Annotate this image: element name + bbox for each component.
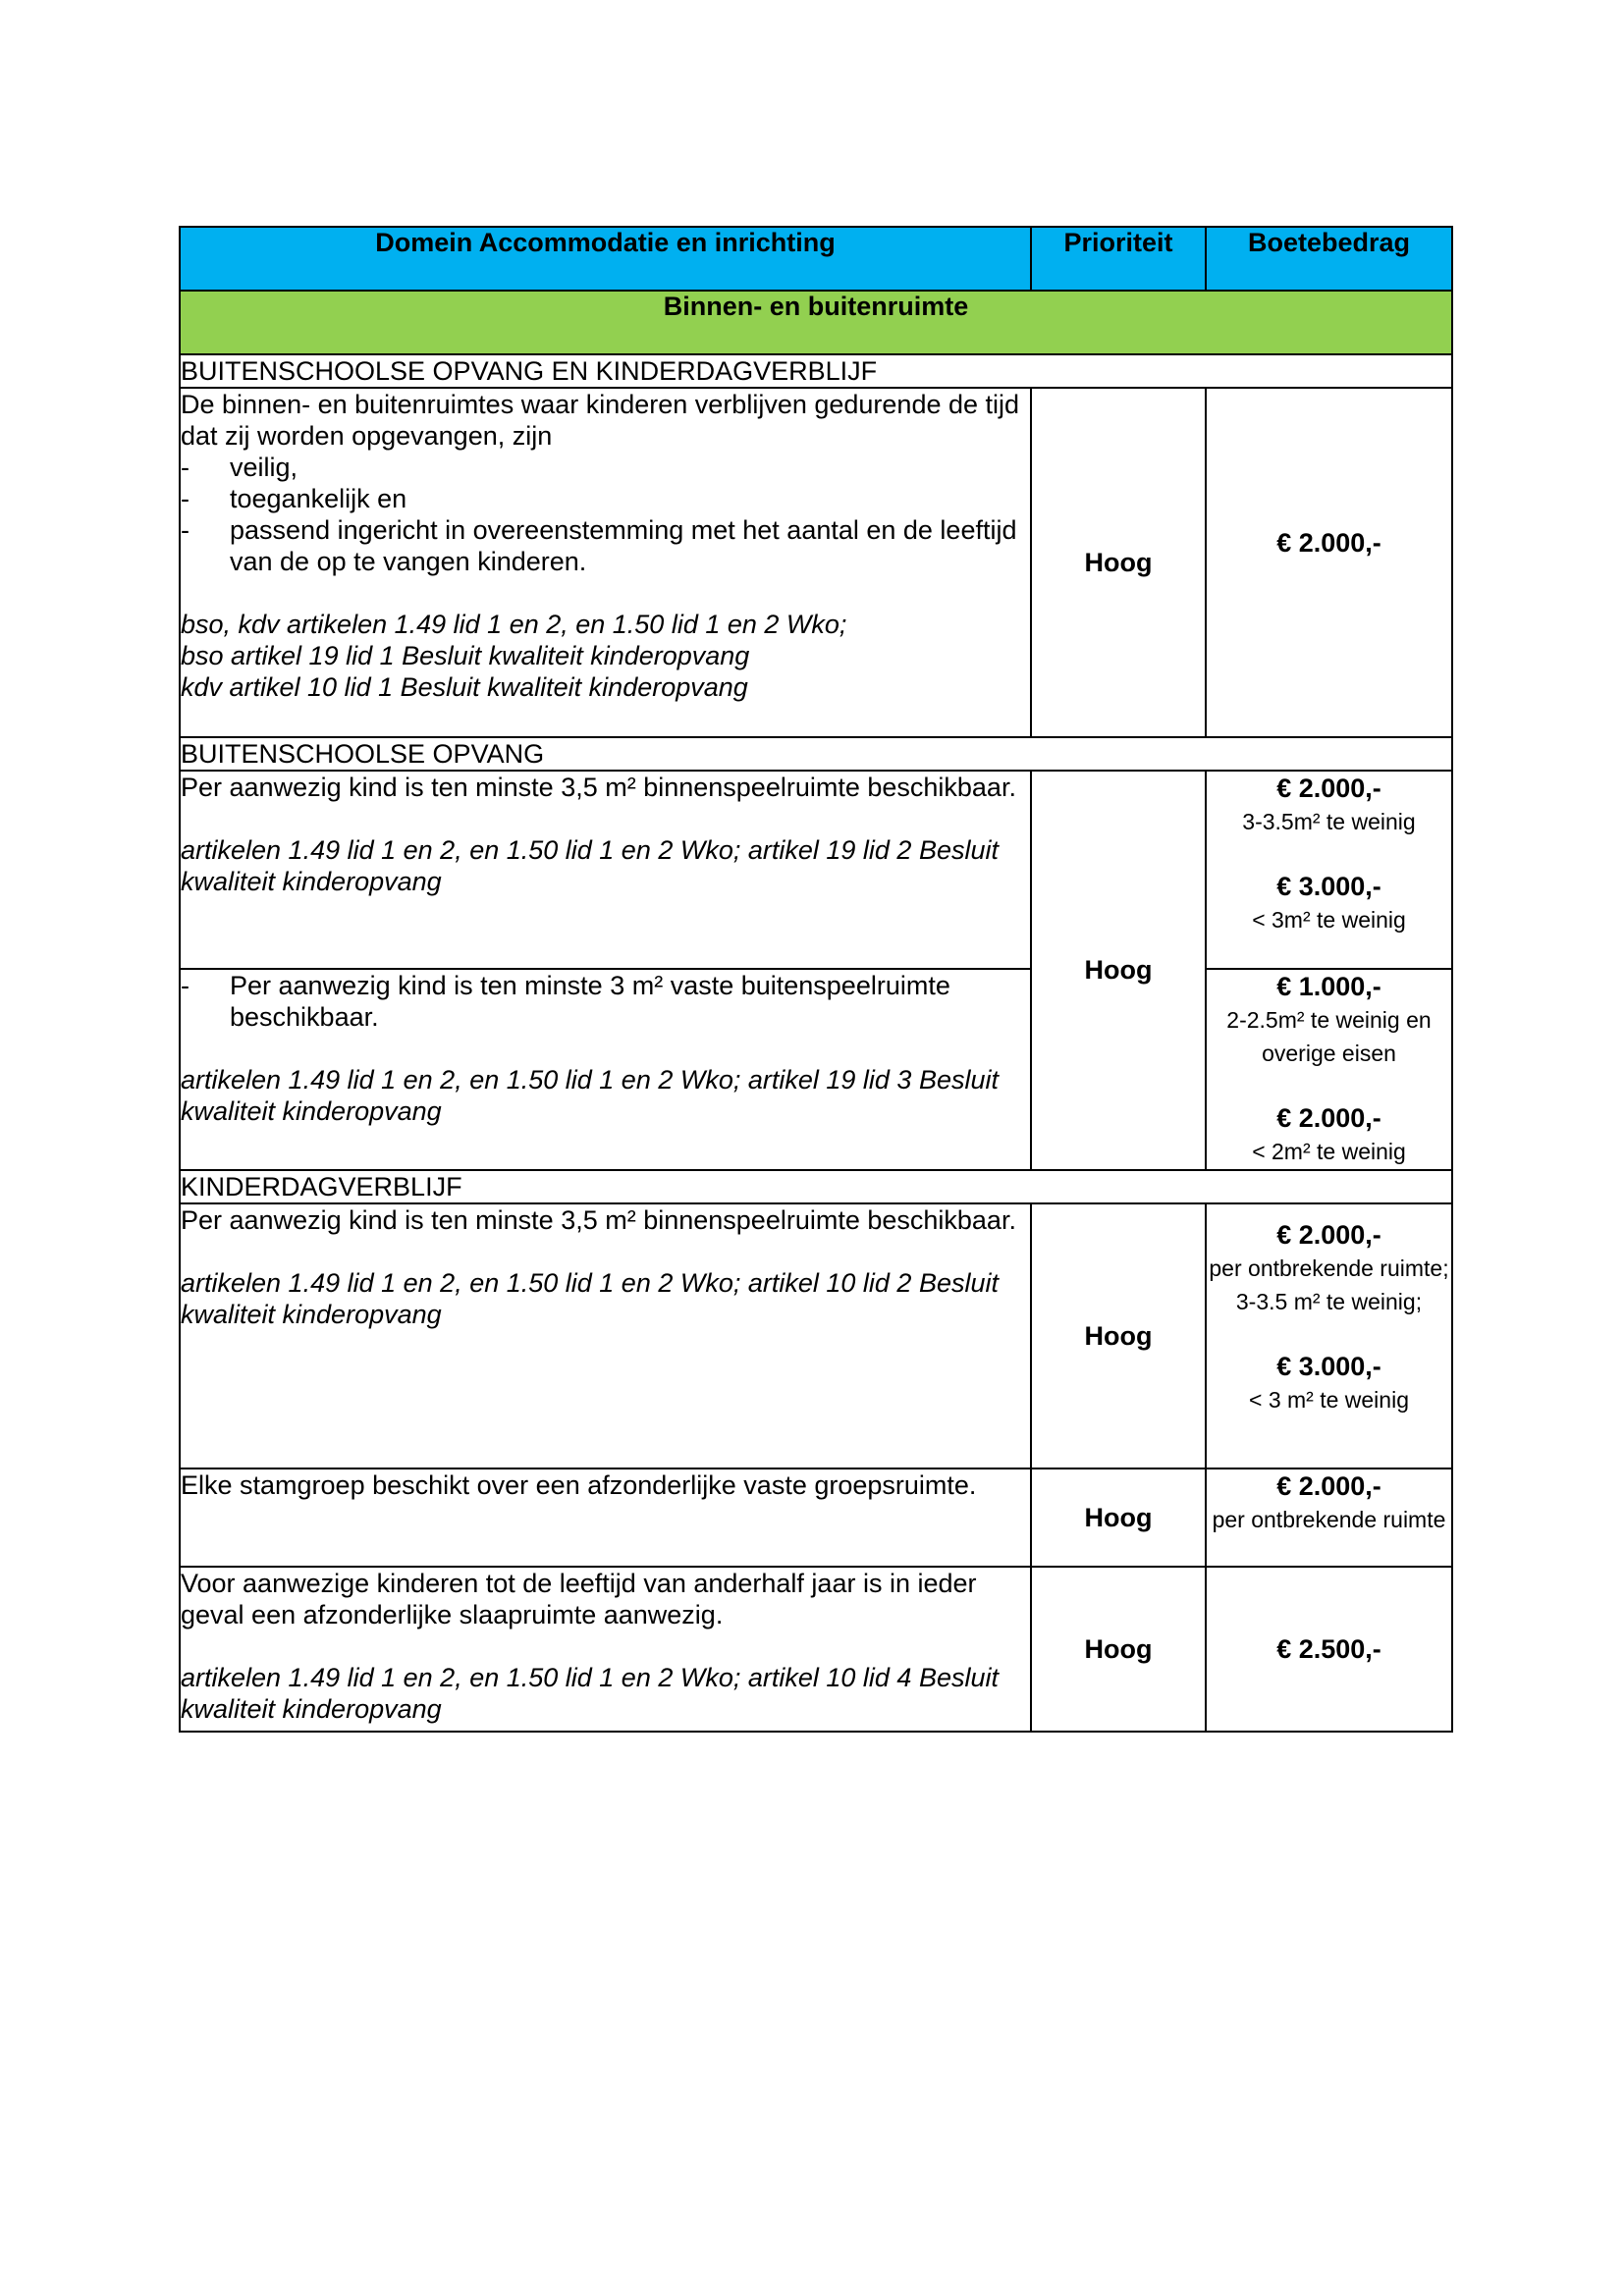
requirement-text: Per aanwezig kind is ten minste 3,5 m² binnenspeelruimte beschikbaar.	[181, 773, 1016, 802]
requirements-table	[179, 226, 1453, 1733]
requirement-cell	[180, 388, 1031, 737]
legal-reference: bso, kdv artikelen 1.49 lid 1 en 2, en 1.50 lid 1 en 2 Wko;	[181, 610, 847, 639]
legal-reference: kdv artikel 10 lid 1 Besluit kwaliteit kinderopvang	[181, 672, 748, 702]
requirement-cell	[180, 1567, 1031, 1732]
section-row	[180, 1170, 1452, 1203]
fine-amount: € 3.000,-	[1276, 1352, 1381, 1381]
subheader-row	[180, 291, 1452, 354]
requirement-cell	[180, 771, 1031, 969]
list-item: - veilig,	[181, 452, 1030, 483]
fine-amount: € 2.000,-	[1276, 774, 1381, 803]
table-row	[180, 388, 1452, 737]
section-row	[180, 737, 1452, 771]
fine-cell	[1206, 1203, 1452, 1468]
fine-amount: € 2.000,-	[1276, 1103, 1381, 1133]
section-title-kdv: KINDERDAGVERBLIJF	[180, 1170, 1452, 1203]
fine-note: < 2m² te weinig	[1252, 1139, 1406, 1164]
requirement-list	[181, 452, 1030, 577]
requirement-text: Elke stamgroep beschikt over een afzonderlijke vaste groepsruimte.	[181, 1470, 977, 1500]
fine-note: per ontbrekende ruimte; 3-3.5 m² te weinig;	[1209, 1255, 1449, 1314]
priority-cell: Hoog	[1031, 388, 1206, 737]
header-domain: Domein Accommodatie en inrichting	[180, 227, 1031, 291]
fine-note: 2-2.5m² te weinig en overige eisen	[1226, 1007, 1432, 1066]
fine-note: per ontbrekende ruimte	[1212, 1507, 1446, 1532]
table-row	[180, 771, 1452, 969]
fine-cell	[1206, 969, 1452, 1170]
section-title-bso-kdv: BUITENSCHOOLSE OPVANG EN KINDERDAGVERBLIJF	[180, 354, 1452, 388]
requirement-text: Per aanwezig kind is ten minste 3,5 m² binnenspeelruimte beschikbaar.	[181, 1205, 1016, 1235]
list-item: - toegankelijk en	[181, 483, 1030, 514]
legal-reference: artikelen 1.49 lid 1 en 2, en 1.50 lid 1 en 2 Wko; artikel 10 lid 4 Besluit kwaliteit kinderopvang	[181, 1663, 999, 1724]
requirement-cell	[180, 1468, 1031, 1567]
fine-cell	[1206, 1468, 1452, 1567]
fine-amount: € 2.000,-	[1276, 1471, 1381, 1501]
legal-reference: artikelen 1.49 lid 1 en 2, en 1.50 lid 1 en 2 Wko; artikel 19 lid 2 Besluit kwaliteit kinderopvang	[181, 835, 999, 896]
fine-note: < 3 m² te weinig	[1249, 1387, 1409, 1413]
subheader-title: Binnen- en buitenruimte	[180, 291, 1452, 354]
table-row	[180, 1468, 1452, 1567]
requirement-cell	[180, 1203, 1031, 1468]
requirement-cell	[180, 969, 1031, 1170]
requirement-text: De binnen- en buitenruimtes waar kinderen verblijven gedurende de tijd dat zij worden opgevangen, zijn	[181, 390, 1020, 451]
header-fine: Boetebedrag	[1206, 227, 1452, 291]
fine-note: 3-3.5m² te weinig	[1242, 809, 1416, 834]
list-item: - passend ingericht in overeenstemming met het aantal en de leeftijd van de op te vangen kinderen.	[181, 514, 1030, 577]
fine-amount: € 2.500,-	[1276, 1634, 1381, 1664]
priority-cell: Hoog	[1031, 771, 1206, 1170]
requirement-text: Voor aanwezige kinderen tot de leeftijd van anderhalf jaar is in ieder geval een afzonderlijke slaapruimte aanwezig.	[181, 1569, 977, 1629]
section-title-bso: BUITENSCHOOLSE OPVANG	[180, 737, 1452, 771]
priority-cell: Hoog	[1031, 1203, 1206, 1468]
fine-cell	[1206, 388, 1452, 737]
section-row	[180, 354, 1452, 388]
legal-reference: artikelen 1.49 lid 1 en 2, en 1.50 lid 1 en 2 Wko; artikel 10 lid 2 Besluit kwaliteit kinderopvang	[181, 1268, 999, 1329]
fine-note: < 3m² te weinig	[1252, 907, 1406, 933]
legal-reference: artikelen 1.49 lid 1 en 2, en 1.50 lid 1 en 2 Wko; artikel 19 lid 3 Besluit kwaliteit kinderopvang	[181, 1065, 999, 1126]
requirement-text: - Per aanwezig kind is ten minste 3 m² vaste buitenspeelruimte beschikbaar.	[181, 970, 1030, 1033]
fine-amount: € 2.000,-	[1276, 1220, 1381, 1250]
priority-cell: Hoog	[1031, 1567, 1206, 1732]
table-header-row	[180, 227, 1452, 291]
fine-cell	[1206, 771, 1452, 969]
table-row	[180, 1203, 1452, 1468]
fine-amount: € 1.000,-	[1276, 972, 1381, 1001]
priority-cell: Hoog	[1031, 1468, 1206, 1567]
fine-amount: € 3.000,-	[1276, 872, 1381, 901]
header-priority: Prioriteit	[1031, 227, 1206, 291]
fine-amount: € 2.000,-	[1276, 528, 1381, 558]
fine-cell	[1206, 1567, 1452, 1732]
legal-reference: bso artikel 19 lid 1 Besluit kwaliteit kinderopvang	[181, 641, 750, 670]
table-row	[180, 969, 1452, 1170]
table-row	[180, 1567, 1452, 1732]
